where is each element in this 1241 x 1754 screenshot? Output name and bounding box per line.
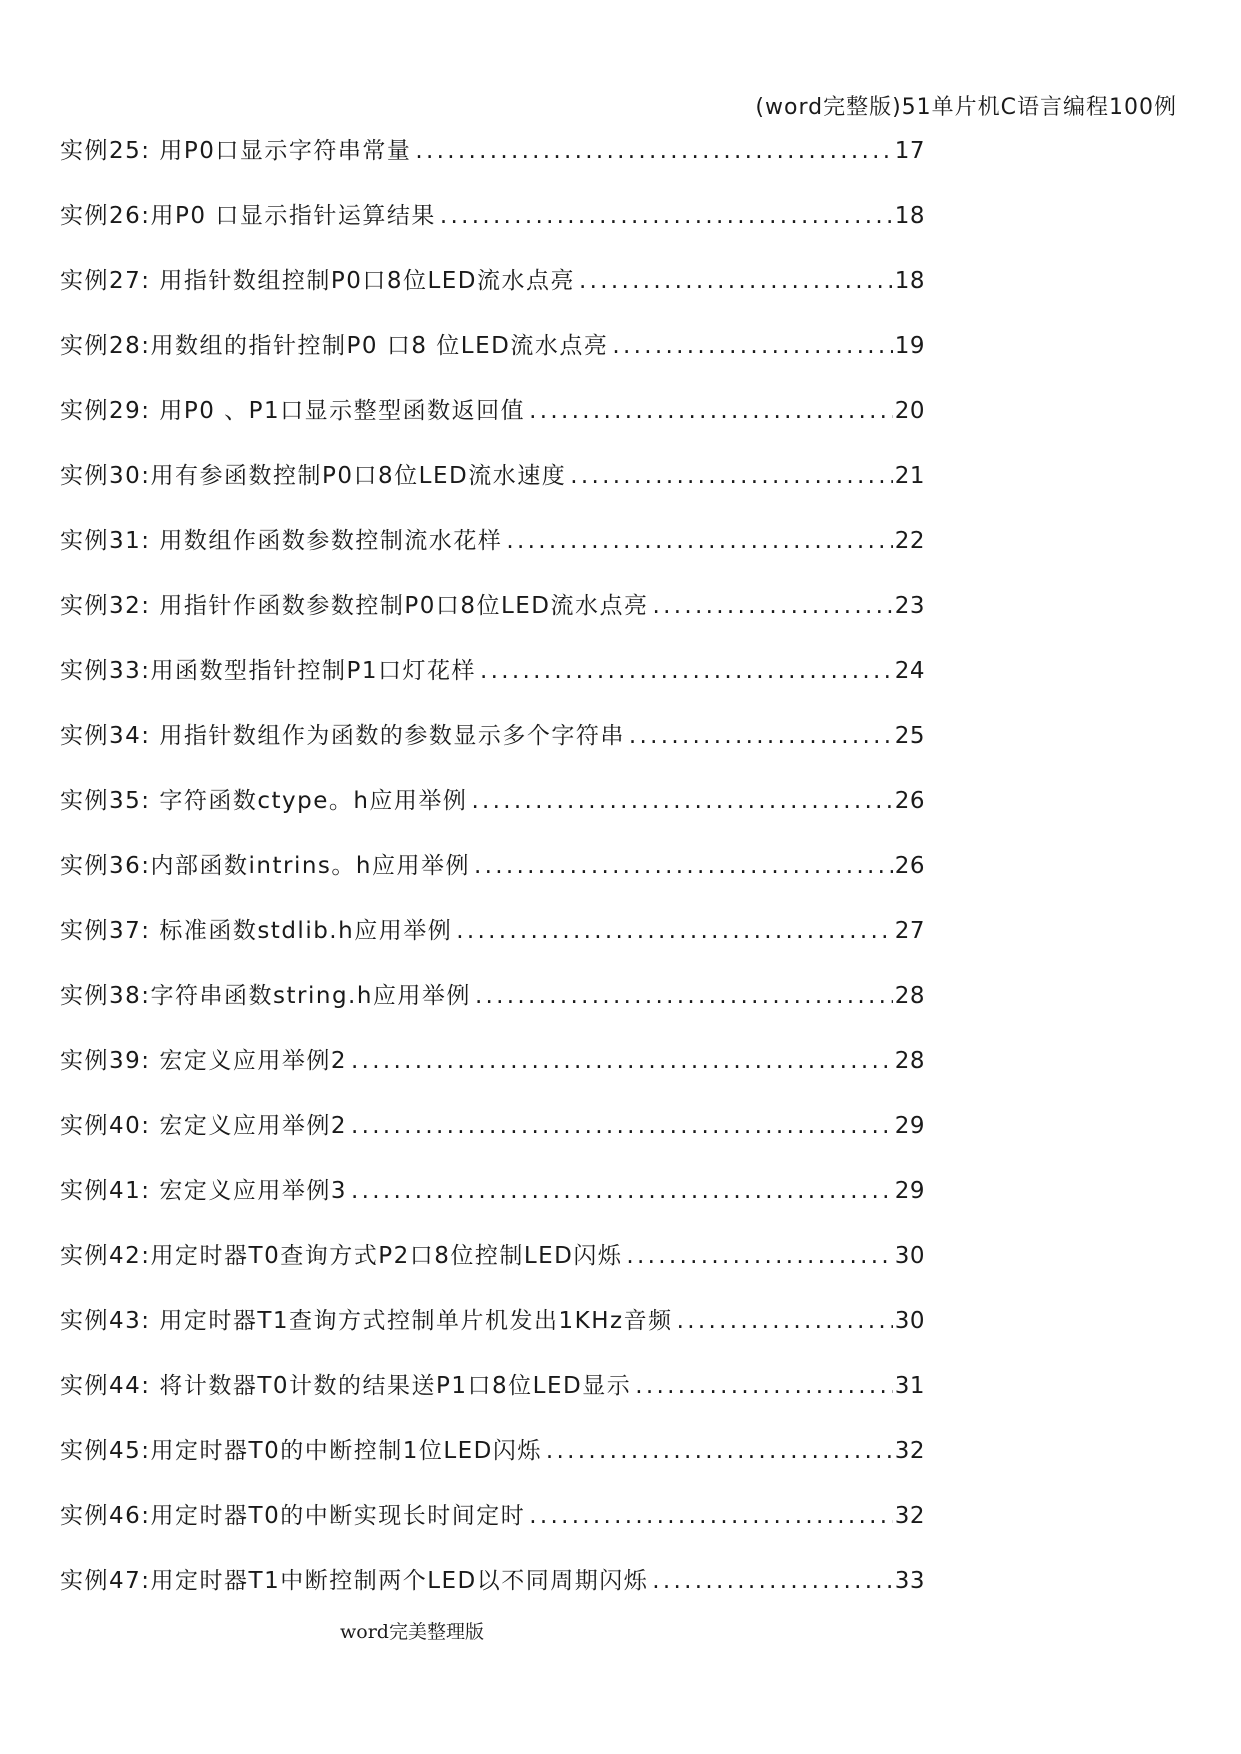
toc-entry-page-number: 33	[894, 1568, 925, 1594]
toc-entry-label: 实例25: 用P0口显示字符串常量	[60, 138, 412, 164]
toc-entry[interactable]	[60, 1307, 925, 1372]
toc-dot-leader	[456, 917, 893, 945]
toc-entry-label: 实例36:内部函数intrins。h应用举例	[60, 853, 470, 879]
toc-entry[interactable]	[60, 1437, 925, 1502]
toc-entry-page-number: 29	[894, 1178, 925, 1204]
toc-dot-leader	[626, 1242, 892, 1270]
toc-entry-page-number: 29	[894, 1113, 925, 1139]
toc-dot-leader	[653, 592, 893, 620]
toc-entry-page-number: 32	[894, 1503, 925, 1529]
toc-entry[interactable]	[60, 332, 925, 397]
toc-entry[interactable]	[60, 787, 925, 852]
toc-dot-leader	[635, 1372, 893, 1400]
toc-entry[interactable]	[60, 982, 925, 1047]
toc-dot-leader	[677, 1307, 893, 1335]
toc-entry-page-number: 31	[894, 1373, 925, 1399]
toc-entry-label: 实例44: 将计数器T0计数的结果送P1口8位LED显示	[60, 1373, 632, 1399]
toc-entry[interactable]	[60, 917, 925, 982]
toc-entry-page-number: 18	[894, 203, 925, 229]
toc-entry[interactable]	[60, 267, 925, 332]
toc-entry-page-number: 27	[894, 918, 925, 944]
toc-entry-label: 实例38:字符串函数string.h应用举例	[60, 983, 471, 1009]
toc-entry-page-number: 26	[894, 853, 925, 879]
toc-entry-page-number: 30	[894, 1243, 925, 1269]
toc-entry-page-number: 17	[894, 138, 925, 164]
toc-dot-leader	[474, 852, 893, 880]
toc-entry-page-number: 26	[894, 788, 925, 814]
toc-dot-leader	[471, 787, 892, 815]
document-footer-text: word完美整理版	[340, 1621, 484, 1643]
table-of-contents	[60, 137, 925, 1632]
toc-entry[interactable]	[60, 1112, 925, 1177]
toc-entry[interactable]	[60, 1242, 925, 1307]
toc-entry[interactable]	[60, 397, 925, 462]
toc-entry[interactable]	[60, 527, 925, 592]
toc-entry[interactable]	[60, 852, 925, 917]
toc-entry-label: 实例26:用P0 口显示指针运算结果	[60, 203, 436, 229]
toc-entry-label: 实例28:用数组的指针控制P0 口8 位LED流水点亮	[60, 333, 609, 359]
toc-entry-page-number: 28	[894, 1048, 925, 1074]
toc-entry-label: 实例45:用定时器T0的中断控制1位LED闪烁	[60, 1438, 542, 1464]
toc-entry-label: 实例41: 宏定义应用举例3	[60, 1178, 347, 1204]
toc-entry-label: 实例40: 宏定义应用举例2	[60, 1113, 347, 1139]
toc-dot-leader	[506, 527, 892, 555]
toc-dot-leader	[415, 137, 892, 165]
toc-entry[interactable]	[60, 202, 925, 267]
toc-dot-leader	[579, 267, 893, 295]
toc-dot-leader	[652, 1567, 892, 1595]
toc-entry[interactable]	[60, 657, 925, 722]
toc-dot-leader	[351, 1047, 893, 1075]
toc-entry-page-number: 22	[894, 528, 925, 554]
toc-dot-leader	[351, 1177, 893, 1205]
toc-dot-leader	[440, 202, 893, 230]
toc-entry-page-number: 28	[894, 983, 925, 1009]
toc-entry-page-number: 19	[894, 333, 925, 359]
toc-entry-label: 实例46:用定时器T0的中断实现长时间定时	[60, 1503, 526, 1529]
toc-entry[interactable]	[60, 1047, 925, 1112]
toc-entry-label: 实例42:用定时器T0查询方式P2口8位控制LED闪烁	[60, 1243, 623, 1269]
toc-entry-label: 实例27: 用指针数组控制P0口8位LED流水点亮	[60, 268, 576, 294]
toc-entry[interactable]	[60, 462, 925, 527]
toc-entry[interactable]	[60, 722, 925, 787]
toc-entry[interactable]	[60, 1372, 925, 1437]
toc-entry-label: 实例33:用函数型指针控制P1口灯花样	[60, 658, 477, 684]
toc-entry-label: 实例47:用定时器T1中断控制两个LED以不同周期闪烁	[60, 1568, 649, 1594]
toc-entry[interactable]	[60, 592, 925, 657]
toc-entry[interactable]	[60, 1177, 925, 1242]
toc-entry-page-number: 21	[894, 463, 925, 489]
toc-entry-page-number: 32	[894, 1438, 925, 1464]
toc-entry-page-number: 20	[894, 398, 925, 424]
toc-entry[interactable]	[60, 137, 925, 202]
document-header-title: (word完整版)51单片机C语言编程100例	[755, 95, 1177, 120]
toc-entry-page-number: 18	[894, 268, 925, 294]
toc-dot-leader	[475, 982, 893, 1010]
toc-entry-label: 实例30:用有参函数控制P0口8位LED流水速度	[60, 463, 567, 489]
toc-dot-leader	[529, 1502, 893, 1530]
toc-entry-page-number: 25	[894, 723, 925, 749]
toc-entry-page-number: 24	[894, 658, 925, 684]
toc-dot-leader	[546, 1437, 893, 1465]
toc-entry-label: 实例39: 宏定义应用举例2	[60, 1048, 347, 1074]
toc-dot-leader	[480, 657, 893, 685]
toc-dot-leader	[570, 462, 893, 490]
toc-entry-label: 实例37: 标准函数stdlib.h应用举例	[60, 918, 453, 944]
toc-entry-label: 实例32: 用指针作函数参数控制P0口8位LED流水点亮	[60, 593, 649, 619]
toc-entry-label: 实例43: 用定时器T1查询方式控制单片机发出1KHz音频	[60, 1308, 673, 1334]
toc-dot-leader	[351, 1112, 893, 1140]
toc-dot-leader	[529, 397, 893, 425]
toc-dot-leader	[612, 332, 892, 360]
toc-entry-label: 实例29: 用P0 、P1口显示整型函数返回值	[60, 398, 526, 424]
toc-entry-page-number: 30	[894, 1308, 925, 1334]
toc-entry-label: 实例31: 用数组作函数参数控制流水花样	[60, 528, 503, 554]
toc-entry-page-number: 23	[894, 593, 925, 619]
toc-entry[interactable]	[60, 1567, 925, 1632]
toc-dot-leader	[629, 722, 893, 750]
toc-entry[interactable]	[60, 1502, 925, 1567]
toc-entry-label: 实例34: 用指针数组作为函数的参数显示多个字符串	[60, 723, 625, 749]
toc-entry-label: 实例35: 字符函数ctype。h应用举例	[60, 788, 468, 814]
